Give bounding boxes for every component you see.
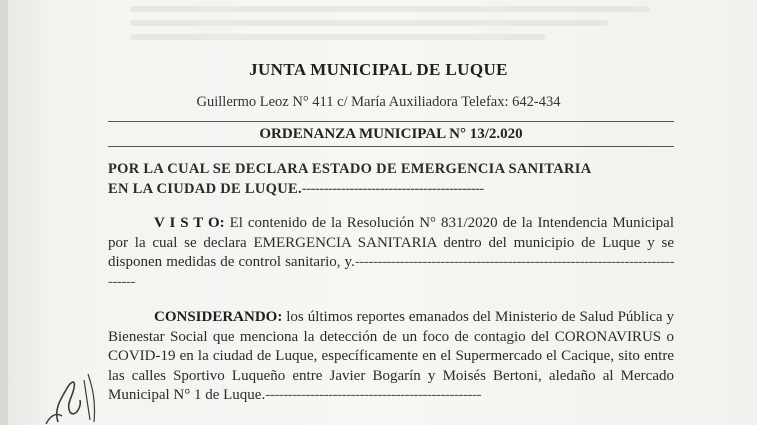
ordinance-number-box [108, 121, 674, 147]
considerando-text: los últimos reportes emanados del Ministerio de Salud Pública y Bienestar Social que menciona la detección de un foco de contagio del CORONAVIRUS o COVID-19 en la ciudad de Luque, específicamente en el Supermercado el Cacique, sito entre las calles Sportivo Luqueño entre Javier Bogarín y Moisés Bertoni, aledaño al Mercado Municipal N° 1 de Luque. [108, 309, 674, 403]
handwritten-signature [36, 360, 106, 425]
considerando-paragraph [108, 308, 674, 406]
visto-label: V I S T O: [154, 215, 225, 231]
institution-title: JUNTA MUNICIPAL DE LUQUE [249, 60, 508, 79]
subject-line-1: POR LA CUAL SE DECLARA ESTADO DE EMERGENCIA SANITARIA [108, 161, 592, 177]
visto-dashes: ----------------------------------------------------------------------------- [108, 254, 674, 290]
visto-paragraph [108, 214, 674, 292]
ordinance-subject [108, 160, 674, 199]
ordinance-number: ORDENANZA MUNICIPAL N° 13/2.020 [259, 126, 523, 142]
institution-address: Guillermo Leoz N° 411 c/ María Auxiliadora Telefax: 642-434 [196, 94, 561, 110]
visto-text: El contenido de la Resolución N° 831/2020 de la Intendencia Municipal por la cual se declara EMERGENCIA SANITARIA dentro del municipio de Luque y se disponen medidas de control sanitario, y. [108, 215, 674, 270]
subject-dashes: ------------------------------------------ [301, 180, 484, 197]
bleed-through-text [130, 6, 650, 48]
considerando-label: CONSIDERANDO: [154, 309, 283, 325]
subject-line-2: EN LA CIUDAD DE LUQUE. [108, 180, 302, 197]
considerando-dashes: ------------------------------------------------ [265, 387, 481, 403]
